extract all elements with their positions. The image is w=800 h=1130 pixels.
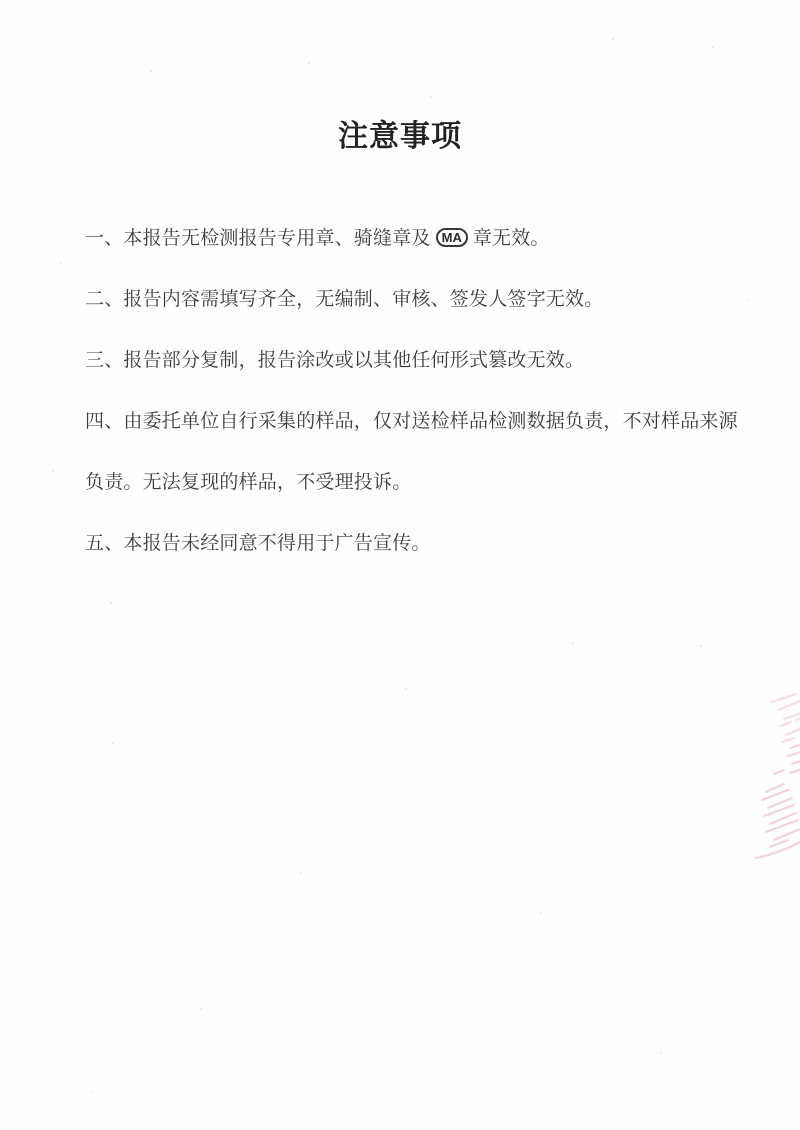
note-item-1 <box>85 208 745 269</box>
notes-list <box>85 208 745 574</box>
note-1-text-prefix: 一、本报告无检测报告专用章、骑缝章及 <box>85 228 431 249</box>
scan-noise <box>0 0 2 2</box>
note-item-5: 五、本报告未经同意不得用于广告宣传。 <box>85 533 431 554</box>
note-1-text-suffix: 章无效。 <box>472 228 550 249</box>
cma-certification-mark-icon: MA <box>436 228 468 247</box>
partial-red-seal-stamp <box>744 688 800 878</box>
note-item-2: 二、报告内容需填写齐全，无编制、审核、签发人签字无效。 <box>85 289 604 310</box>
note-item-4-line-2: 负责。无法复现的样品，不受理投诉。 <box>85 472 412 493</box>
page-title: 注意事项 <box>338 120 462 153</box>
note-item-3: 三、报告部分复制，报告涂改或以其他任何形式篡改无效。 <box>85 350 585 371</box>
note-item-4-line-1: 四、由委托单位自行采集的样品，仅对送检样品检测数据负责，不对样品来源 <box>85 411 738 432</box>
